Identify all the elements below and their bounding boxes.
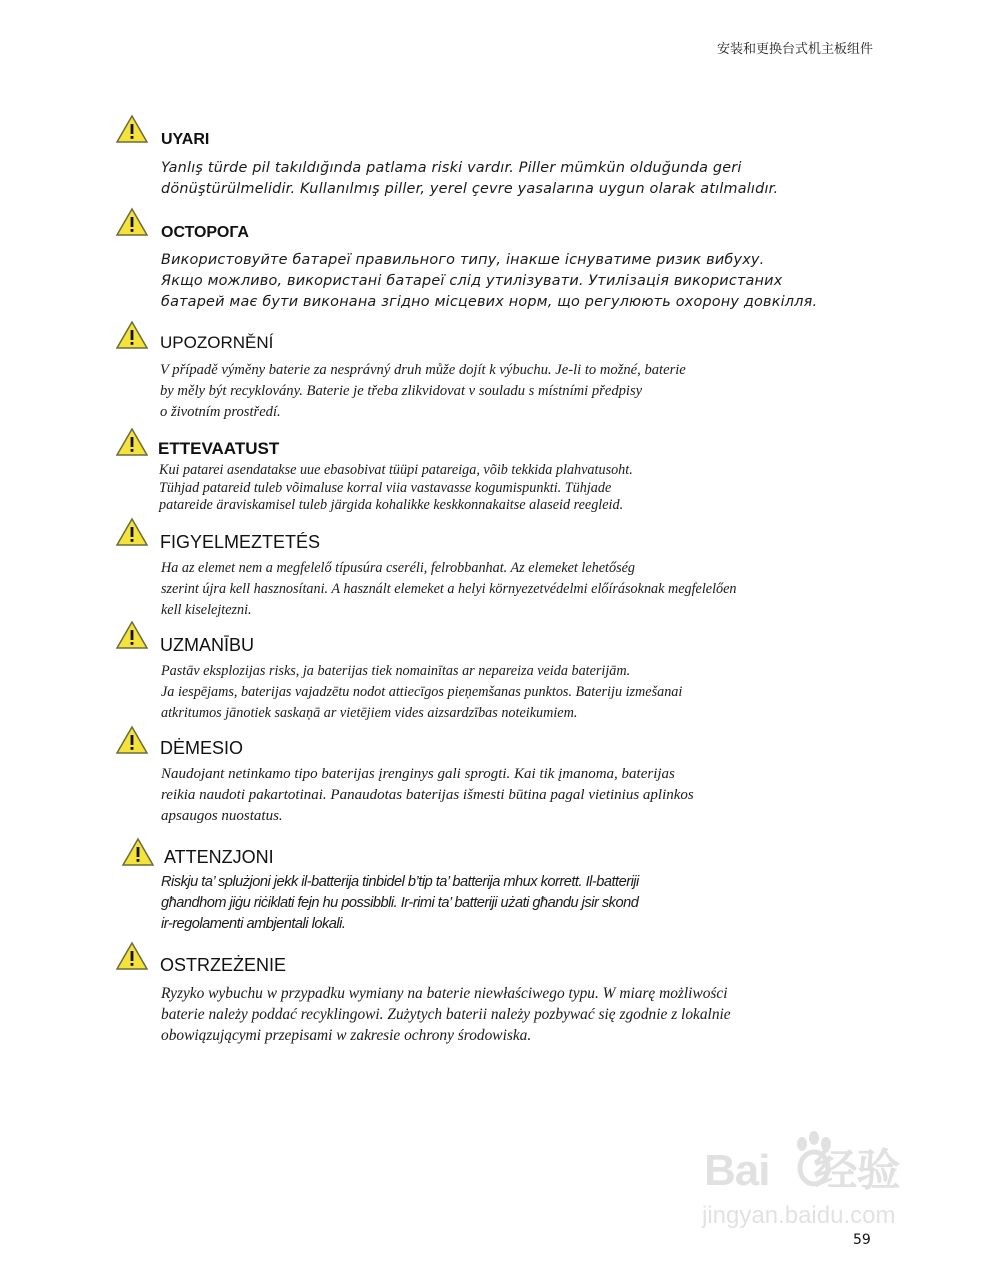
warning-icon bbox=[115, 207, 149, 237]
warning-title: UZMANĪBU bbox=[160, 635, 254, 655]
warning-title: FIGYELMEZTETÉS bbox=[160, 532, 321, 552]
warning-title: ATTENZJONI bbox=[164, 847, 274, 867]
warning-title: UPOZORNĚNÍ bbox=[160, 333, 274, 352]
warning-title: OSTRZEŻENIE bbox=[160, 955, 287, 975]
warning-title: DĖMESIO bbox=[160, 738, 244, 758]
page-number: 59 bbox=[853, 1232, 871, 1248]
warning-text: Kui patarei asendatakse uue ebasobivat tüüpi patareiga, võib tekkida plahvatusoht. Tühjad patareid tuleb võimaluse korral viia vastavasse kogumispunkti. Tühjade patareide äraviskamisel tuleb järgida kohalikke keskkonnakaitse alaseid reegleid. bbox=[159, 462, 633, 513]
warning-text: Pastāv eksplozijas risks, ja baterijas tiek nomainītas ar nepareiza veida baterijām. Ja iespējams, baterijas vajadzētu nodot attiecīgos pieņemšanas punktos. Bateriju izmešanai atkritumos jānotiek saskaņā ar vietējiem vides aizsardzības noteikumiem. bbox=[161, 663, 683, 721]
warning-title: ETTEVAATUST bbox=[158, 439, 280, 458]
warning-text: Naudojant netinkamo tipo baterijas įrenginys gali sprogti. Kai tik įmanoma, baterijas reikia naudoti pakartotinai. Panaudotas baterijas išmesti būtina pagal vietinius aplinkos apsaugos nuostatus. bbox=[161, 766, 694, 824]
warning-text: Ha az elemet nem a megfelelő típusúra cseréli, felrobbanhat. Az elemeket lehetőség szerint újra kell hasznosítani. A használt elemeket a helyi környezetvédelmi előírásoknak megfelelően kell kiselejtezni. bbox=[161, 560, 737, 618]
watermark-url: jingyan.baidu.com bbox=[702, 1202, 896, 1229]
warning-text: Використовуйте батареї правильного типу, інакше існуватиме ризик вибуху. Якщо можливо, використані батареї слід утилізувати. Утилізація використаних батарей має бути виконана згідно місцевих норм, що регулюють охорону довкілля. bbox=[161, 252, 818, 310]
warning-icon bbox=[115, 517, 149, 547]
warning-icon bbox=[115, 620, 149, 650]
warning-title: UYARI bbox=[161, 131, 210, 148]
baidu-watermark bbox=[700, 1130, 940, 1240]
warning-icon bbox=[115, 427, 149, 457]
warning-icon bbox=[115, 941, 149, 971]
warning-text: Riskju ta’ splużjoni jekk il-batterija tinbidel b’tip ta’ batterija mhux korrett. Il-batteriji għandhom jiġu riċiklati fejn hu possibbli. Ir-rimi ta’ batteriji użati għandu jsir skond ir-regolamenti ambjentali lokali. bbox=[161, 874, 639, 932]
page-header: 安装和更换台式机主板组件 bbox=[716, 42, 873, 57]
warning-text: Yanlış türde pil takıldığında patlama riski vardır. Piller mümkün olduğunda geri dönüştürülmelidir. Kullanılmış piller, yerel çevre yasalarına uygun olarak atılmalıdır. bbox=[161, 160, 779, 197]
watermark-brand: Bai 经验 bbox=[704, 1146, 900, 1195]
warning-icon bbox=[121, 837, 155, 867]
paw-icon bbox=[792, 1130, 836, 1195]
warning-icon bbox=[115, 320, 149, 350]
warning-icon bbox=[115, 114, 149, 144]
warning-title: ОСТОРОГА bbox=[161, 224, 249, 241]
warning-text: V případě výměny baterie za nesprávný druh může dojít k výbuchu. Je-li to možné, baterie by měly být recyklovány. Baterie je třeba zlikvidovat v souladu s místními předpisy o životním prostředí. bbox=[160, 362, 686, 420]
warning-icon bbox=[115, 725, 149, 755]
warning-text: Ryzyko wybuchu w przypadku wymiany na baterie niewłaściwego typu. W miarę możliwości baterie należy poddać recyklingowi. Zużytych baterii należy pozbywać się zgodnie z lokalnie obowiązującymi przepisami w zakresie ochrony środowiska. bbox=[161, 985, 731, 1044]
